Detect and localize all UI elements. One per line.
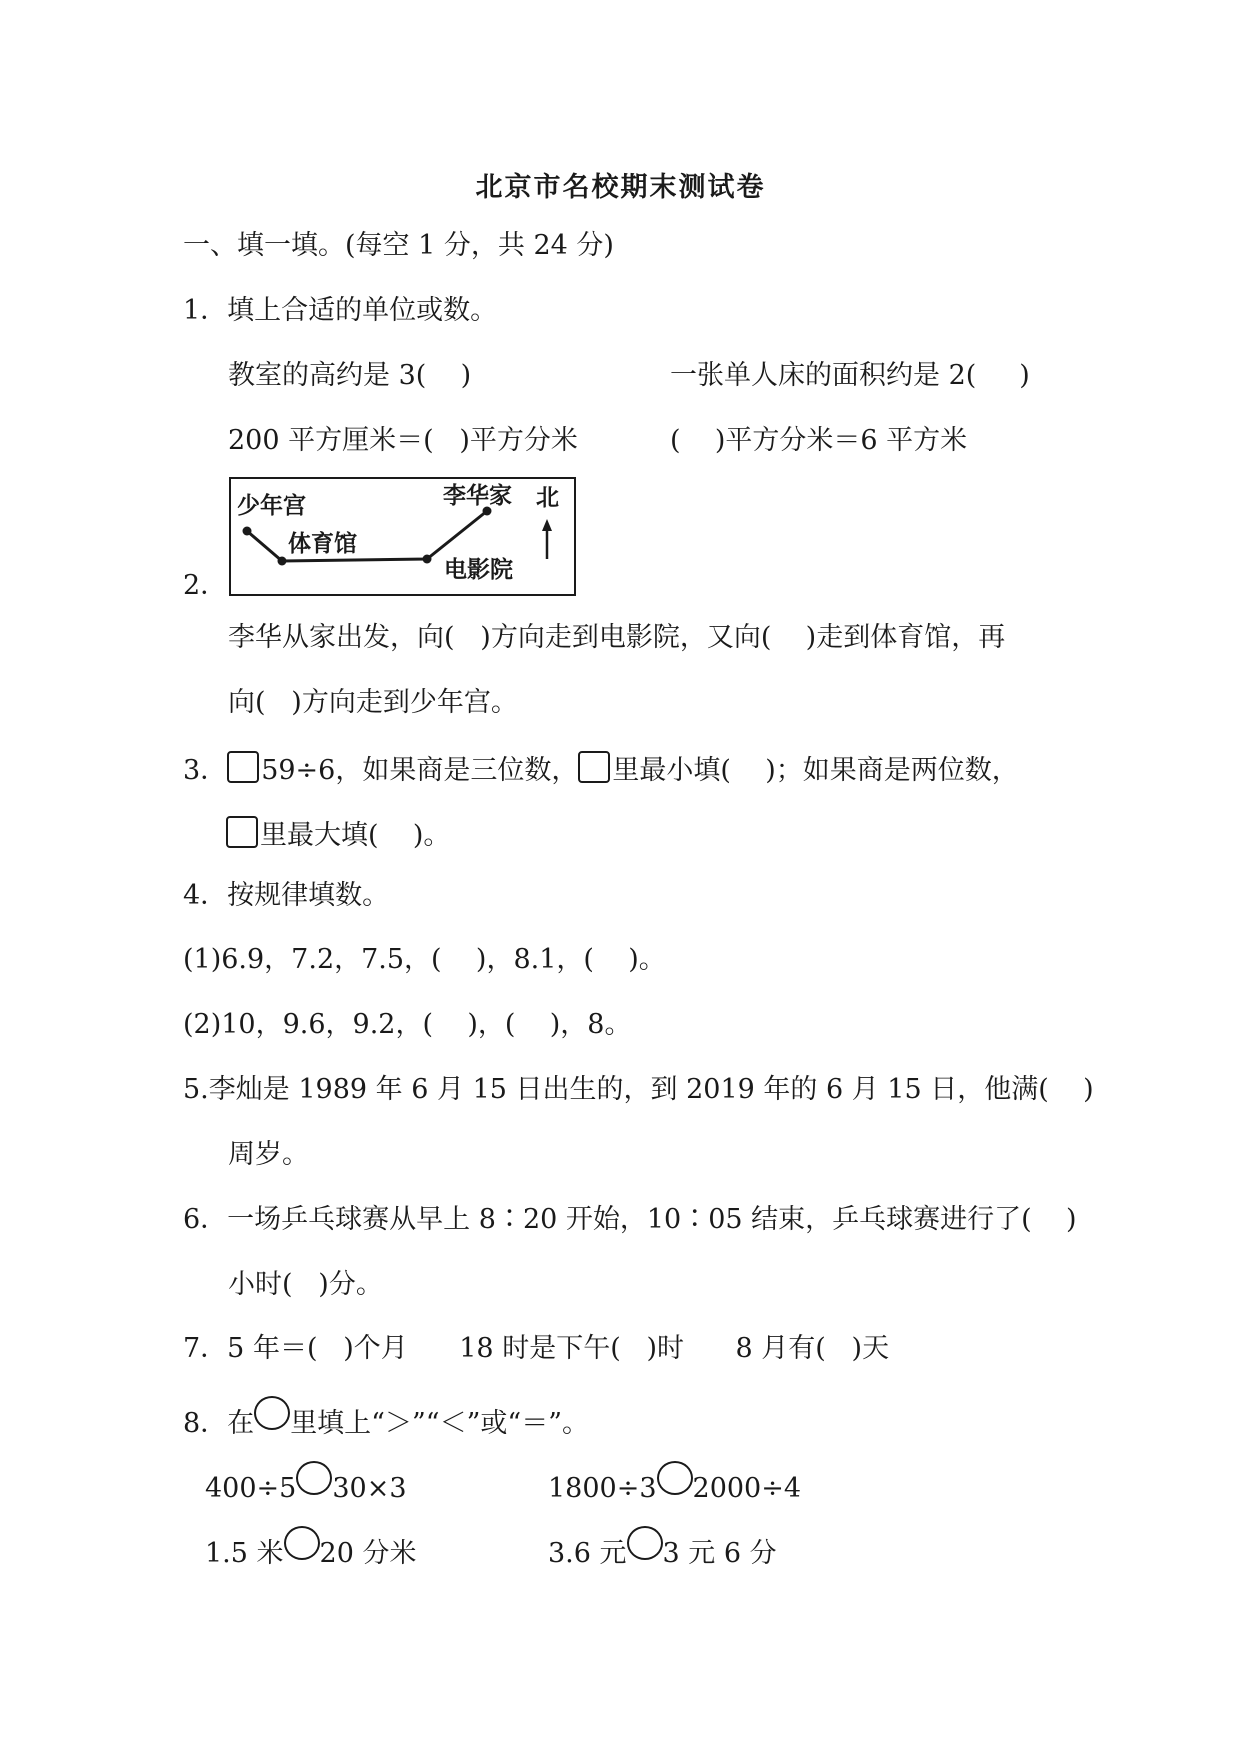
- label-gym: 体育馆: [288, 531, 357, 557]
- q3-number: 3．: [183, 755, 228, 786]
- q2-number: 2．: [183, 570, 228, 601]
- label-cinema: 电影院: [444, 557, 513, 583]
- q1-item-a: 教室的高约是 3( ): [228, 360, 472, 391]
- q1-item-d: ( )平方分米＝6 平方米: [670, 425, 968, 456]
- q4-sequence-1: (1)6.9，7.2，7.5，( )，8.1，( )。: [183, 944, 666, 975]
- q3-text-2: 里最小填( )；如果商是两位数，: [612, 755, 1019, 786]
- q8-a-left: 400÷5: [205, 1473, 297, 1504]
- label-lihua-home: 李华家: [443, 483, 512, 509]
- blank-square-icon: [226, 816, 258, 848]
- q5-line-2: 周岁。: [228, 1139, 309, 1170]
- q8-item-c: [205, 1526, 416, 1572]
- north-arrow-icon: [542, 519, 552, 531]
- q4-sequence-2: (2)10，9.6，9.2，( )，( )，8。: [183, 1009, 632, 1040]
- route-map: [229, 477, 576, 596]
- q7-text: 7．5 年＝( )个月 18 时是下午( )时 8 月有( )天: [183, 1333, 890, 1364]
- q8-a-right: 30×3: [332, 1473, 407, 1504]
- q3-line-1: [183, 751, 1019, 789]
- blank-square-icon: [578, 751, 610, 783]
- q8-item-d: [548, 1526, 777, 1572]
- q8-c-left: 1.5 米: [205, 1538, 284, 1569]
- cinema-point: [423, 555, 432, 564]
- q8-stem-post: 里填上“＞”“＜”或“＝”。: [290, 1408, 590, 1439]
- q5-line-1: 5.李灿是 1989 年 6 月 15 日出生的，到 2019 年的 6 月 15 日，他满( ): [183, 1074, 1094, 1105]
- q4-stem: 4．按规律填数。: [183, 880, 390, 911]
- q3-text-1: 59÷6，如果商是三位数，: [261, 755, 579, 786]
- q8-item-b: [548, 1461, 801, 1507]
- page-title: 北京市名校期末测试卷: [475, 172, 766, 203]
- label-north: 北: [536, 485, 559, 511]
- q8-d-right: 3 元 6 分: [662, 1538, 777, 1569]
- compare-circle-icon: [657, 1461, 693, 1495]
- q1-stem: 1．填上合适的单位或数。: [183, 295, 498, 326]
- q6-line-2: 小时( )分。: [228, 1269, 383, 1300]
- q3-line-2: [226, 816, 450, 854]
- compare-circle-icon: [284, 1526, 320, 1560]
- q6-line-1: 6．一场乒乓球赛从早上 8∶20 开始，10∶05 结束，乒乓球赛进行了( ): [183, 1204, 1077, 1235]
- q8-b-left: 1800÷3: [548, 1473, 657, 1504]
- q2-line-1: 李华从家出发，向( )方向走到电影院，又向( )走到体育馆，再: [228, 622, 1006, 653]
- q8-item-a: [205, 1461, 407, 1507]
- compare-circle-icon: [254, 1396, 290, 1430]
- q3-text-3: 里最大填( )。: [260, 820, 451, 851]
- q1-item-b: 一张单人床的面积约是 2( ): [670, 360, 1030, 391]
- q8-stem: [183, 1396, 589, 1442]
- q1-item-c: 200 平方厘米＝( )平方分米: [228, 425, 578, 456]
- gym-point: [278, 557, 287, 566]
- q8-c-right: 20 分米: [319, 1538, 417, 1569]
- section-heading: 一、填一填。(每空 1 分，共 24 分): [183, 230, 614, 261]
- q8-stem-pre: 8．在: [183, 1408, 255, 1439]
- q8-d-left: 3.6 元: [548, 1538, 627, 1569]
- q8-b-right: 2000÷4: [692, 1473, 802, 1504]
- blank-square-icon: [227, 751, 259, 783]
- compare-circle-icon: [296, 1461, 332, 1495]
- children-palace-point: [243, 527, 252, 536]
- q2-line-2: 向( )方向走到少年宫。: [228, 687, 518, 718]
- compare-circle-icon: [627, 1526, 663, 1560]
- label-children-palace: 少年宫: [237, 493, 306, 519]
